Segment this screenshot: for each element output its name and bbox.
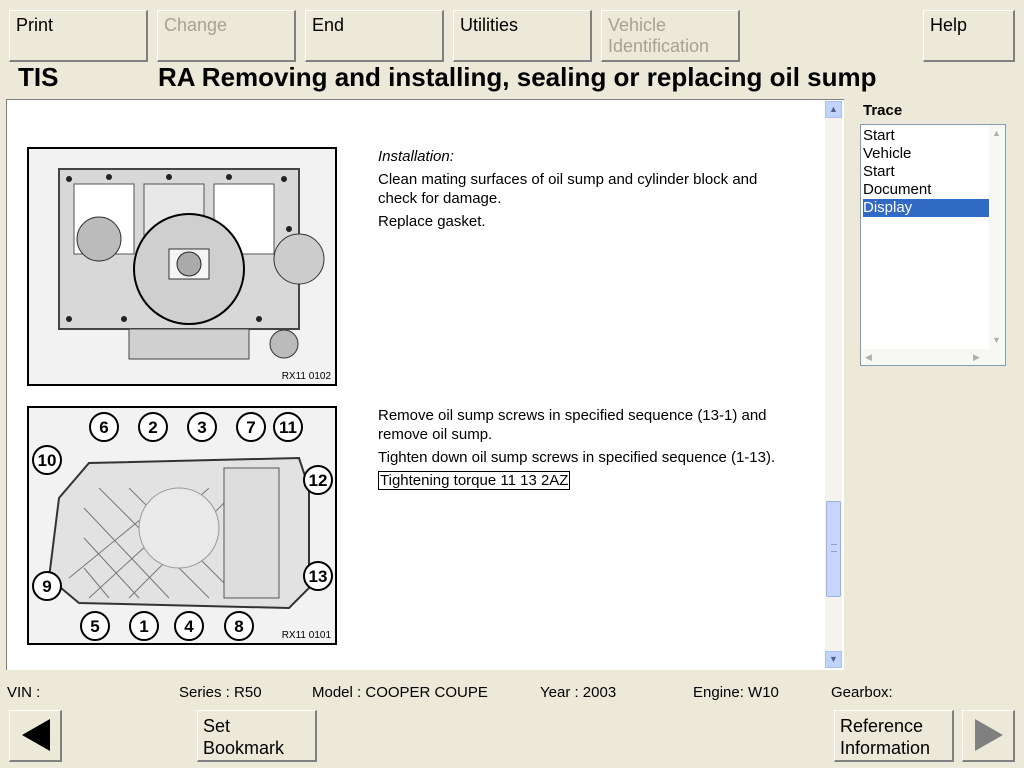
scroll-up-icon[interactable]: ▲: [992, 128, 1001, 138]
screw-label: 2: [148, 418, 158, 437]
print-label: Print: [16, 15, 54, 35]
installation-heading: Installation:: [378, 148, 454, 165]
trace-item-start[interactable]: Start: [863, 127, 895, 144]
tightening-torque-link[interactable]: Tightening torque 11 13 2AZ: [380, 472, 569, 489]
instruction-remove-screws: Remove oil sump screws in specified sequence (13-1) and remove oil sump.: [378, 407, 767, 443]
change-button[interactable]: [157, 10, 296, 62]
screw-label: 9: [42, 577, 52, 596]
screw-label: 8: [234, 617, 244, 636]
screw-label: 7: [246, 418, 256, 437]
scroll-up-icon[interactable]: ▲: [825, 101, 842, 118]
scroll-left-icon[interactable]: ◀: [865, 352, 872, 362]
model-value: Model : COOPER COUPE: [312, 684, 488, 701]
app-title: TIS: [18, 62, 59, 92]
screw-label: 12: [308, 471, 328, 490]
screw-label: 6: [99, 418, 109, 437]
bookmark-label-line2: Bookmark: [203, 738, 285, 758]
utilities-button[interactable]: [453, 10, 592, 62]
trace-item-display[interactable]: Display: [863, 199, 989, 217]
vehicle-identification-button[interactable]: [601, 10, 740, 62]
instruction-clean-surfaces: Clean mating surfaces of oil sump and cylinder block and check for damage.: [378, 171, 758, 207]
year-value: Year : 2003: [540, 684, 617, 701]
end-button[interactable]: [305, 10, 444, 62]
scroll-thumb[interactable]: [826, 501, 841, 597]
utilities-label: Utilities: [460, 15, 519, 35]
screw-label: 10: [37, 451, 57, 470]
triangle-right-icon: [963, 711, 1013, 759]
scroll-down-icon[interactable]: ▼: [992, 335, 1001, 345]
gearbox-value: Gearbox:: [831, 684, 893, 701]
scroll-right-icon[interactable]: ▶: [973, 352, 980, 362]
screw-label: 3: [197, 418, 207, 437]
installation-section: [378, 147, 788, 235]
oil-sump-photo-figure: [27, 147, 337, 386]
vehicle-status-bar: [0, 680, 1024, 704]
oil-sump-screw-sequence-diagram-icon: [29, 408, 335, 643]
forward-button[interactable]: [962, 710, 1015, 762]
end-label: End: [312, 15, 345, 35]
help-label: Help: [930, 15, 968, 35]
screw-label: 4: [184, 617, 194, 636]
trace-horizontal-scrollbar[interactable]: [861, 349, 1005, 365]
vin-label: VIN :: [7, 684, 41, 701]
vehicle-id-label-line2: Identification: [608, 36, 710, 56]
reference-information-button[interactable]: [834, 710, 954, 762]
oil-sump-photo-icon: [29, 149, 335, 384]
trace-vertical-scrollbar[interactable]: [989, 125, 1005, 350]
screw-label: 5: [90, 617, 100, 636]
trace-item-start[interactable]: Start: [863, 163, 895, 180]
content-scrollbar[interactable]: [825, 101, 842, 668]
scroll-down-icon[interactable]: ▼: [825, 651, 842, 668]
screw-sequence-figure: [27, 406, 337, 645]
figure-code: RX11 0101: [281, 630, 331, 641]
instruction-tighten-screws: Tighten down oil sump screws in specified sequence (1-13).: [378, 449, 776, 466]
help-button[interactable]: [923, 10, 1015, 62]
screw-label: 13: [308, 567, 328, 586]
trace-item-document[interactable]: Document: [863, 181, 932, 198]
print-button[interactable]: [9, 10, 148, 62]
document-title: RA Removing and installing, sealing or replacing oil sump: [158, 62, 877, 92]
instruction-replace-gasket: Replace gasket.: [378, 213, 486, 230]
bookmark-label-line1: Set: [203, 716, 231, 736]
engine-value: Engine: W10: [693, 684, 779, 701]
triangle-left-icon: [10, 711, 60, 759]
series-value: Series : R50: [179, 684, 262, 701]
trace-item-vehicle[interactable]: Vehicle: [863, 145, 912, 162]
screw-label: 11: [279, 418, 297, 437]
change-label: Change: [164, 15, 228, 35]
screw-label: 1: [139, 617, 149, 636]
removal-section: [378, 406, 808, 494]
reference-label-line2: Information: [840, 738, 931, 758]
set-bookmark-button[interactable]: [197, 710, 317, 762]
grip-icon: [831, 544, 837, 552]
trace-list[interactable]: [860, 124, 1006, 366]
vehicle-id-label-line1: Vehicle: [608, 15, 667, 35]
back-button[interactable]: [9, 710, 62, 762]
figure-code: RX11 0102: [281, 371, 331, 382]
reference-label-line1: Reference: [840, 716, 924, 736]
trace-label: Trace: [863, 102, 903, 119]
